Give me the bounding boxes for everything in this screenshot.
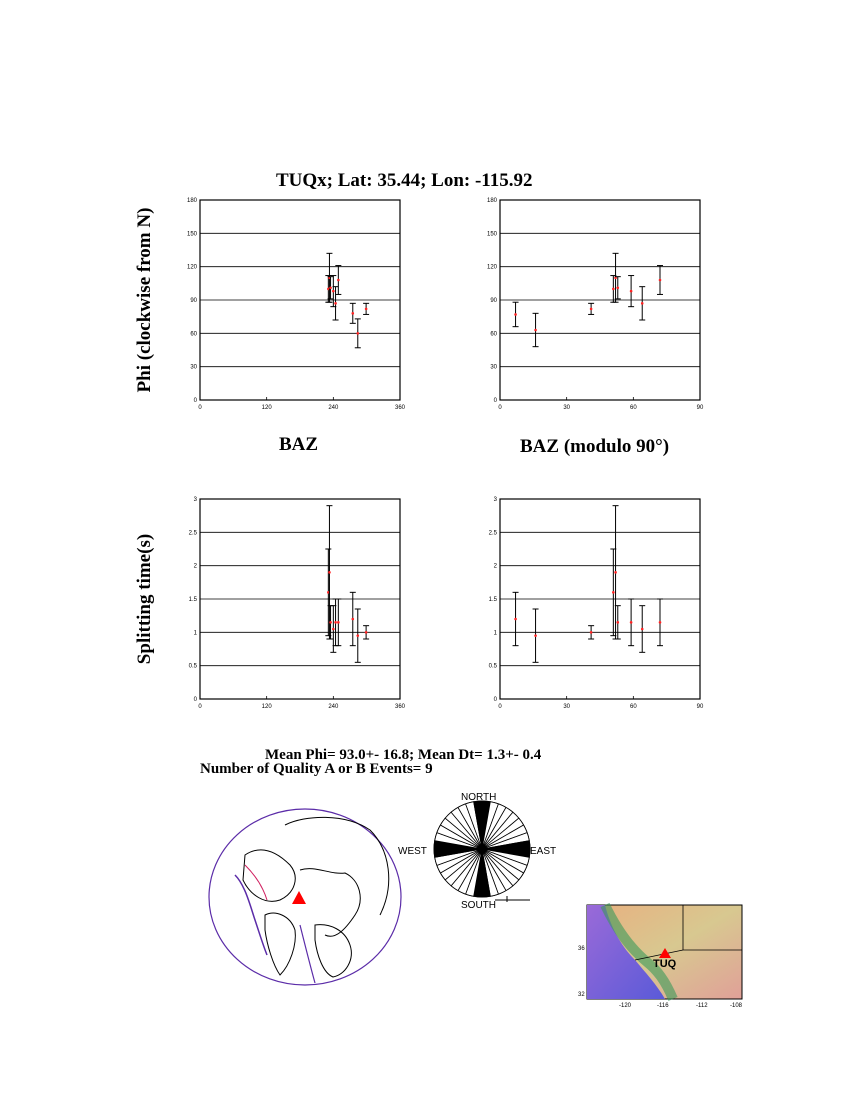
x-tick-label: 0 [498, 405, 502, 411]
y-tick-label: 2.5 [188, 530, 197, 537]
data-point [356, 332, 359, 335]
y-tick-label: 1.5 [488, 597, 497, 603]
data-point [514, 618, 517, 621]
y-tick-label: 0 [193, 697, 197, 703]
globe-map [205, 805, 405, 990]
data-point [630, 621, 633, 624]
y-tick-label: 180 [186, 198, 197, 204]
plate-boundary-2 [245, 865, 267, 900]
event-count: Number of Quality A or B Events= 9 [200, 761, 433, 777]
data-point [534, 329, 537, 332]
data-point [328, 571, 331, 574]
plate-boundary-3 [300, 925, 315, 983]
x-tick-label: 30 [563, 704, 571, 710]
x-tick-label: 240 [328, 405, 339, 411]
y-tick-label: 150 [486, 231, 497, 238]
y-tick-label: 60 [490, 331, 497, 338]
data-point [659, 621, 662, 624]
regional-map [565, 900, 750, 1010]
data-point [334, 302, 337, 305]
baz-mod-label: BAZ (modulo 90°) [520, 436, 670, 457]
y-tick-label: 90 [490, 298, 497, 304]
x-tick-label: 90 [696, 704, 704, 710]
data-point [616, 286, 619, 289]
data-point [329, 621, 332, 624]
y-tick-label: 3 [493, 497, 497, 503]
coastline-africa [315, 925, 351, 977]
y-tick-label: 90 [190, 298, 197, 304]
x-tick-label: 360 [394, 704, 406, 710]
data-point [514, 313, 517, 316]
lon-tick-112: -112 [696, 1003, 708, 1009]
y-tick-label: 60 [190, 331, 197, 338]
data-point [365, 308, 368, 311]
y-tick-label: 0.5 [188, 663, 197, 670]
x-tick-label: 30 [563, 405, 571, 411]
baz-label: BAZ [279, 434, 319, 455]
y-tick-label: 2.5 [488, 530, 497, 537]
data-point [351, 312, 354, 315]
phi-axis-label: Phi (clockwise from N) [134, 207, 155, 393]
x-tick-label: 90 [696, 405, 704, 411]
lon-tick-120: -120 [619, 1003, 632, 1009]
data-point [630, 290, 633, 293]
lon-tick-116: -116 [657, 1003, 669, 1009]
rose-east: EAST [530, 846, 557, 857]
dt-axis-label: Splitting time(s) [134, 533, 155, 665]
x-tick-label: 240 [328, 704, 339, 710]
x-tick-label: 60 [629, 704, 637, 710]
rose-diagram [395, 790, 570, 915]
data-point [590, 631, 593, 634]
x-tick-label: 0 [498, 704, 502, 710]
data-point [614, 571, 617, 574]
coastline-south-america [265, 913, 295, 975]
x-tick-label: 0 [198, 704, 202, 710]
y-tick-label: 3 [193, 497, 197, 503]
data-point [612, 288, 615, 291]
data-point [590, 308, 593, 311]
y-tick-label: 150 [186, 231, 197, 238]
y-tick-label: 1 [493, 630, 497, 637]
x-tick-label: 120 [261, 704, 272, 710]
coastline-north-america [243, 850, 295, 902]
data-point [351, 618, 354, 621]
station-marker [292, 891, 306, 904]
mean-stats: Mean Phi= 93.0+- 16.8; Mean Dt= 1.3+- 0.4 [265, 747, 542, 763]
y-tick-label: 120 [186, 264, 197, 271]
x-tick-label: 360 [394, 405, 406, 411]
lat-tick-32: 32 [578, 992, 585, 998]
y-tick-label: 2 [193, 563, 197, 570]
data-point [337, 279, 340, 282]
rose-north: NORTH [461, 792, 497, 803]
data-point [641, 302, 644, 305]
data-point [641, 628, 644, 631]
page-title: TUQx; Lat: 35.44; Lon: -115.92 [276, 170, 533, 191]
y-tick-label: 0 [493, 398, 497, 404]
y-tick-label: 0 [193, 398, 197, 404]
y-tick-label: 0.5 [488, 663, 497, 670]
data-point [616, 621, 619, 624]
lat-tick-36: 36 [578, 946, 585, 952]
plate-boundary-1 [235, 875, 267, 955]
data-point [332, 290, 335, 293]
x-tick-label: 0 [198, 405, 202, 411]
y-tick-label: 30 [190, 364, 197, 371]
lon-tick-108: -108 [730, 1003, 743, 1009]
y-tick-label: 1 [193, 630, 197, 637]
globe-outline [209, 809, 401, 985]
rose-south: SOUTH [461, 900, 496, 911]
y-tick-label: 120 [486, 264, 497, 271]
y-tick-label: 180 [486, 198, 497, 204]
data-point [329, 286, 332, 289]
x-tick-label: 60 [629, 405, 637, 411]
map-station-label: TUQ [653, 958, 677, 970]
y-tick-label: 30 [490, 364, 497, 371]
y-tick-label: 1.5 [188, 597, 197, 603]
data-point [334, 621, 337, 624]
data-point [356, 634, 359, 637]
y-tick-label: 0 [493, 697, 497, 703]
data-point [332, 628, 335, 631]
data-point [365, 631, 368, 634]
data-point [612, 591, 615, 594]
data-point [659, 279, 662, 282]
data-point [534, 634, 537, 637]
x-tick-label: 120 [261, 405, 272, 411]
y-tick-label: 2 [493, 563, 497, 570]
data-point [337, 621, 340, 624]
rose-west: WEST [398, 846, 427, 857]
